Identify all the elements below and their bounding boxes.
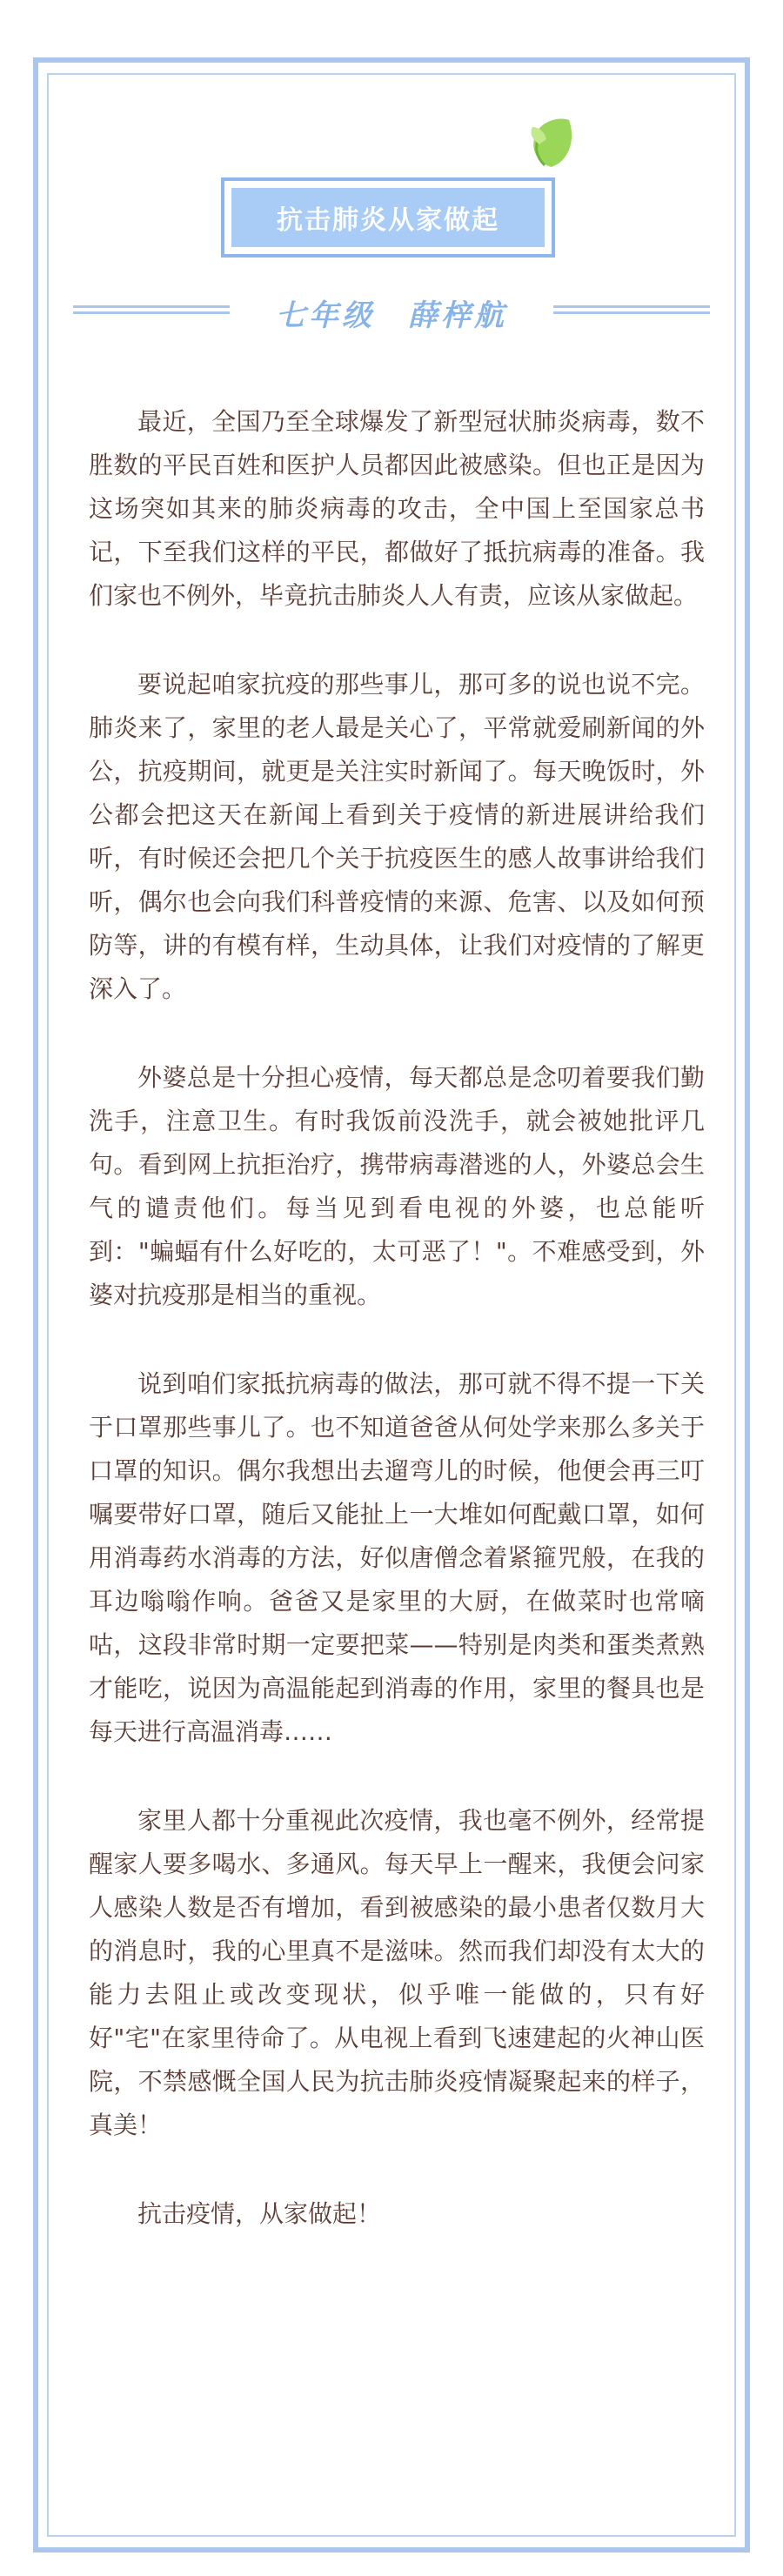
title-box: [221, 177, 555, 258]
leaf-icon: [525, 113, 578, 171]
paragraph-5: 家里人都十分重视此次疫情，我也毫不例外，经常提醒家人要多喝水、多通风。每天早上一醒来，我便会问家人感染人数是否有增加，看到被感染的最小患者仅数月大的消息时，我的心里真不是滋味。然而我们却没有太大的能力去阻止或改变现状，似乎唯一能做的，只有好好"宅"在家里待命了。从电视上看到飞速建起的火神山医院，不禁感慨全国人民为抗击肺炎疫情凝聚起来的样子，真美！: [89, 1806, 705, 2139]
paragraph-6: 抗击疫情，从家做起！: [137, 2199, 382, 2228]
article-body: [89, 400, 705, 2281]
right-divider: [553, 305, 710, 319]
page-title: 抗击肺炎从家做起: [231, 188, 545, 247]
byline-row: [73, 293, 710, 331]
paragraph-4: 说到咱们家抵抗病毒的做法，那可就不得不提一下关于口罩那些事儿了。也不知道爸爸从何处学来那么多关于口罩的知识。偶尔我想出去遛弯儿的时候，他便会再三叮嘱要带好口罩，随后又能扯上一大堆如何配戴口罩，如何用消毒药水消毒的方法，好似唐僧念着紧箍咒般，在我的耳边嗡嗡作响。爸爸又是家里的大厨，在做菜时也常嘀咕，这段非常时期一定要把菜——特别是肉类和蛋类煮熟才能吃，说因为高温能起到消毒的作用，家里的餐具也是每天进行高温消毒……: [89, 1369, 705, 1746]
byline: 七年级 薛梓航: [276, 298, 507, 333]
paragraph-2: 要说起咱家抗疫的那些事儿，那可多的说也说不完。肺炎来了，家里的老人最是关心了，平常就爱刷新闻的外公，抗疫期间，就更是关注实时新闻了。每天晚饭时，外公都会把这天在新闻上看到关于疫情的新进展讲给我们听，有时候还会把几个关于抗疫医生的感人故事讲给我们听，偶尔也会向我们科普疫情的来源、危害、以及如何预防等，讲的有模有样，生动具体，让我们对疫情的了解更深入了。: [89, 670, 705, 1003]
paragraph-1: 最近，全国乃至全球爆发了新型冠状肺炎病毒，数不胜数的平民百姓和医护人员都因此被感染。但也正是因为这场突如其来的肺炎病毒的攻击，全中国上至国家总书记，下至我们这样的平民，都做好了抵抗病毒的准备。我们家也不例外，毕竟抗击肺炎人人有责，应该从家做起。: [89, 407, 705, 610]
left-divider: [73, 305, 230, 319]
paragraph-3: 外婆总是十分担心疫情，每天都总是念叨着要我们勤洗手，注意卫生。有时我饭前没洗手，就会被她批评几句。看到网上抗拒治疗，携带病毒潜逃的人，外婆总会生气的谴责他们。每当见到看电视的外婆，也总能听到："蝙蝠有什么好吃的，太可恶了！"。不难感受到，外婆对抗疫那是相当的重视。: [89, 1063, 705, 1309]
